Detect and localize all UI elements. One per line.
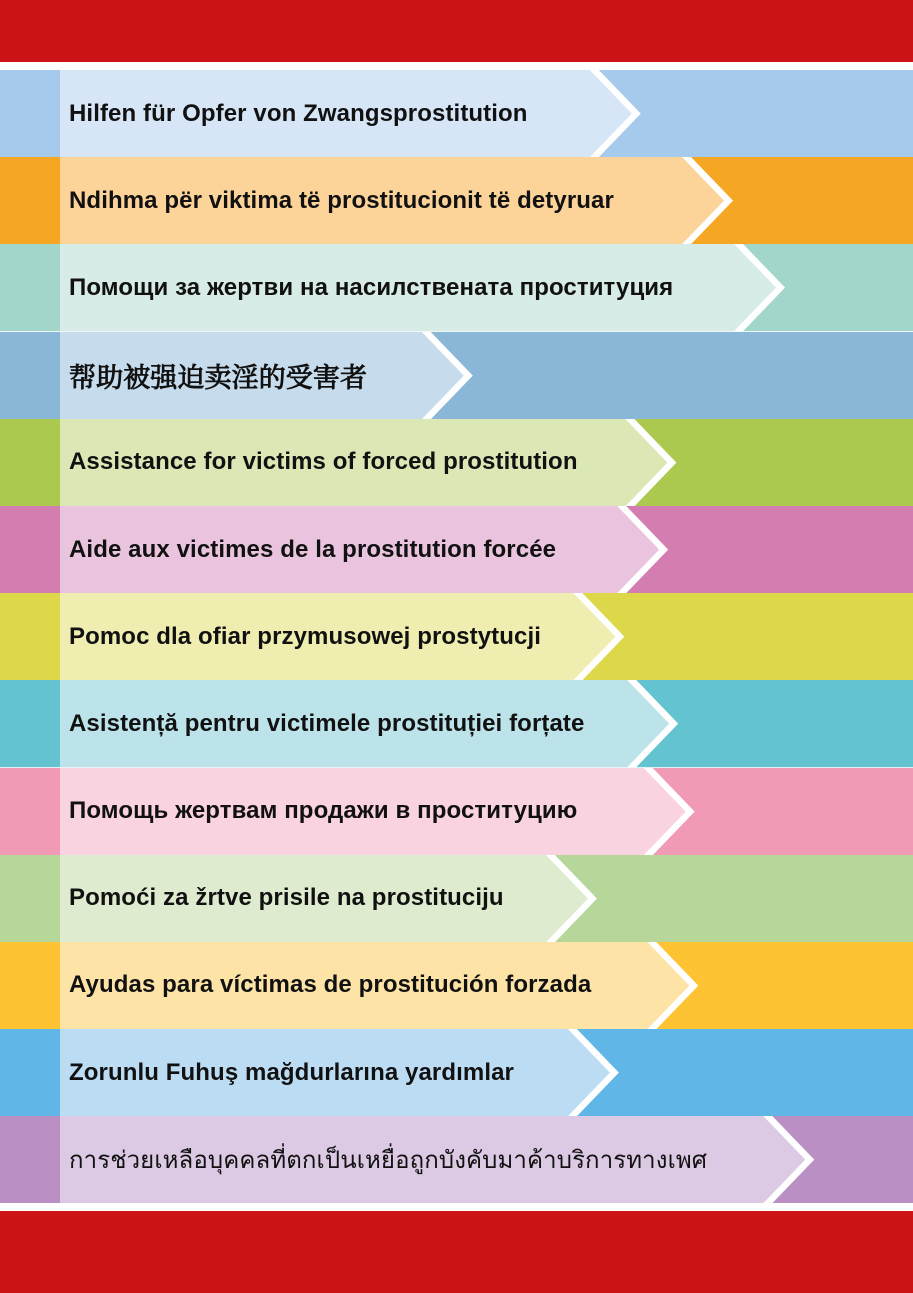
row-label: Aide aux victimes de la prostitution forcée	[69, 535, 557, 563]
language-row-polish	[0, 593, 913, 680]
language-row-english	[0, 419, 913, 506]
language-row-albanian	[0, 157, 913, 244]
row-label: Asistență pentru victimele prostituției forțate	[69, 709, 585, 737]
row-label: การช่วยเหลือบุคคลที่ตกเป็นเหยื่อถูกบังคับมาค้าบริการทางเพศ	[69, 1147, 708, 1175]
language-row-thai	[0, 1116, 913, 1203]
language-row-german	[0, 70, 913, 157]
language-row-russian	[0, 768, 913, 855]
row-label: Pomoći za žrtve prisile na prostituciju	[69, 884, 504, 912]
row-label: Assistance for victims of forced prostitution	[69, 448, 578, 476]
language-row-bulgarian	[0, 244, 913, 331]
row-label: Zorunlu Fuhuş mağdurlarına yardımlar	[69, 1058, 514, 1086]
top-red-band	[0, 0, 913, 62]
bottom-red-band	[0, 1211, 913, 1293]
row-label: Pomoc dla ofiar przymusowej prostytucji	[69, 622, 541, 650]
language-row-turkish	[0, 1029, 913, 1116]
row-label: Ayudas para víctimas de prostitución forzada	[69, 971, 592, 999]
row-label: Hilfen für Opfer von Zwangsprostitution	[69, 99, 528, 127]
language-row-chinese	[0, 332, 913, 419]
row-label: 帮助被强迫卖淫的受害者	[69, 362, 368, 393]
language-row-serbo-croatian	[0, 855, 913, 942]
language-row-romanian	[0, 680, 913, 767]
language-row-french	[0, 506, 913, 593]
language-row-spanish	[0, 942, 913, 1029]
row-label: Помощи за жертви на насилствената проституция	[69, 273, 674, 301]
language-list	[0, 70, 913, 1203]
row-label: Помощь жертвам продажи в проституцию	[69, 797, 578, 825]
row-label: Ndihma për viktima të prostitucionit të detyruar	[69, 186, 614, 214]
